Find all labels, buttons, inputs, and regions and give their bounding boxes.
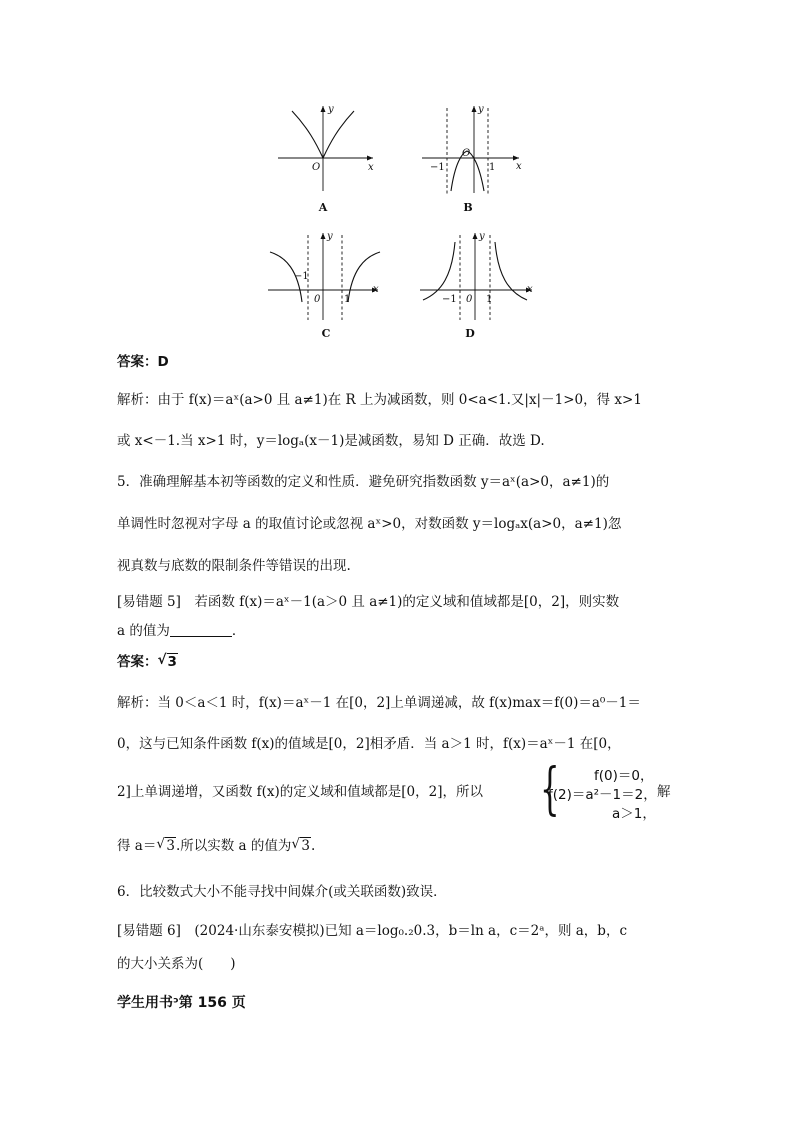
item-5-line-2: 单调性时忽视对字母 a 的取值讨论或忽视 aˣ>0，对数函数 y＝logₐx(a>0，a≠1)忽	[117, 516, 622, 532]
graph-c-plot	[268, 230, 383, 320]
analysis-2-line-4-a: 得 a＝	[117, 838, 157, 854]
graph-c-x-label: x	[373, 284, 379, 295]
graph-b	[422, 103, 522, 214]
radicand: 3	[301, 838, 310, 854]
answer-2-prefix: 答案：	[117, 654, 158, 670]
graph-d-origin: 0	[466, 294, 473, 305]
answer-2	[117, 652, 687, 672]
question-6-line-1: [易错题 6] (2024·山东泰安模拟)已知 a＝log₀.₂0.3，b＝ln a，c＝2ᵃ，则 a，b，c	[117, 923, 628, 939]
graph-c	[268, 230, 383, 340]
analysis-2-line-4	[117, 836, 687, 856]
graph-d-x-label: x	[527, 284, 533, 295]
radicand: 3	[166, 838, 175, 854]
equation-system	[540, 757, 690, 822]
answer-1	[117, 352, 687, 372]
answer-2-radicand: 3	[167, 654, 177, 670]
graph-d-tick-neg: −1	[442, 294, 457, 305]
question-5-stem: a 的值为	[117, 623, 170, 639]
page-footer: 学生用书ᵓ第 156 页	[117, 995, 246, 1011]
question-5-end: ．	[231, 623, 246, 639]
system-row-2: f(2)＝a²－1＝2，	[548, 787, 657, 803]
sqrt-symbol: √ 3	[291, 836, 310, 854]
item-5-line-1: 5．准确理解基本初等函数的定义和性质．避免研究指数函数 y＝aˣ(a>0，a≠1)的	[117, 474, 610, 490]
graph-d-tick-pos: 1	[486, 294, 493, 305]
graph-c-caption: C	[321, 327, 331, 340]
analysis-2-line-3-end: 解	[657, 784, 671, 800]
graph-d-y-label: y	[479, 231, 485, 242]
question-5-line-2	[117, 621, 687, 641]
graph-c-y-label: y	[327, 231, 333, 242]
answer-blank	[170, 622, 232, 637]
question-5-line-1: [易错题 5] 若函数 f(x)＝aˣ－1(a＞0 且 a≠1)的定义域和值域都是[0，2]，则实数	[117, 594, 620, 610]
answer-1-prefix: 答案：	[117, 354, 158, 370]
graph-a-y-label: y	[328, 104, 334, 115]
graph-c-tick-neg: −1	[294, 271, 309, 282]
analysis-2-line-2: 0，这与已知条件函数 f(x)的值域是[0，2]相矛盾．当 a＞1 时，f(x)＝aˣ－1 在[0，	[117, 736, 621, 752]
sqrt-symbol: √ 3	[156, 836, 175, 854]
graph-b-caption: B	[463, 201, 473, 214]
system-row-3: a＞1，	[612, 806, 656, 822]
analysis-1-line-1: 解析：由于 f(x)＝aˣ(a>0 且 a≠1)在 R 上为减函数，则 0<a<1.又|x|－1>0，得 x>1	[117, 392, 642, 408]
item-6-line-1: 6．比较数式大小不能寻找中间媒介(或关联函数)致误．	[117, 884, 447, 900]
graph-d-plot	[420, 230, 535, 320]
graph-a-plot	[278, 103, 378, 193]
sqrt-symbol: √ 3	[157, 652, 177, 670]
analysis-2-line-4-c: .	[310, 838, 316, 854]
left-brace: {	[540, 757, 560, 822]
graph-d	[420, 230, 535, 340]
graph-b-tick-pos: 1	[489, 162, 496, 173]
analysis-2-line-3-text: 2]上单调递增，又函数 f(x)的定义域和值域都是[0，2]，所以	[117, 784, 484, 800]
analysis-2-line-1: 解析：当 0＜a＜1 时，f(x)＝aˣ－1 在[0，2]上单调递减，故 f(x)max＝f(0)＝a⁰－1＝	[117, 695, 641, 711]
graph-a	[278, 103, 378, 214]
item-5-line-3: 视真数与底数的限制条件等错误的出现.	[117, 558, 351, 574]
graph-b-plot	[422, 103, 522, 193]
graph-b-y-label: y	[478, 104, 484, 115]
graph-b-origin: O	[462, 148, 471, 159]
analysis-1-line-2: 或 x<－1.当 x>1 时，y＝logₐ(x－1)是减函数，易知 D 正确．故选 D.	[117, 433, 545, 449]
analysis-2-line-4-b: .所以实数 a 的值为	[175, 838, 292, 854]
question-6-line-2: 的大小关系为( )	[117, 956, 236, 972]
graph-b-x-label: x	[516, 161, 522, 172]
graph-a-x-label: x	[368, 162, 374, 173]
graph-c-tick-pos: 1	[344, 294, 351, 305]
graph-a-caption: A	[318, 201, 328, 214]
graph-b-tick-neg: −1	[430, 162, 445, 173]
answer-1-value: D	[157, 354, 169, 370]
graph-d-caption: D	[465, 327, 475, 340]
system-row-1: f(0)＝0，	[594, 768, 654, 784]
graph-c-origin: 0	[314, 294, 321, 305]
graph-a-origin: O	[312, 162, 321, 173]
